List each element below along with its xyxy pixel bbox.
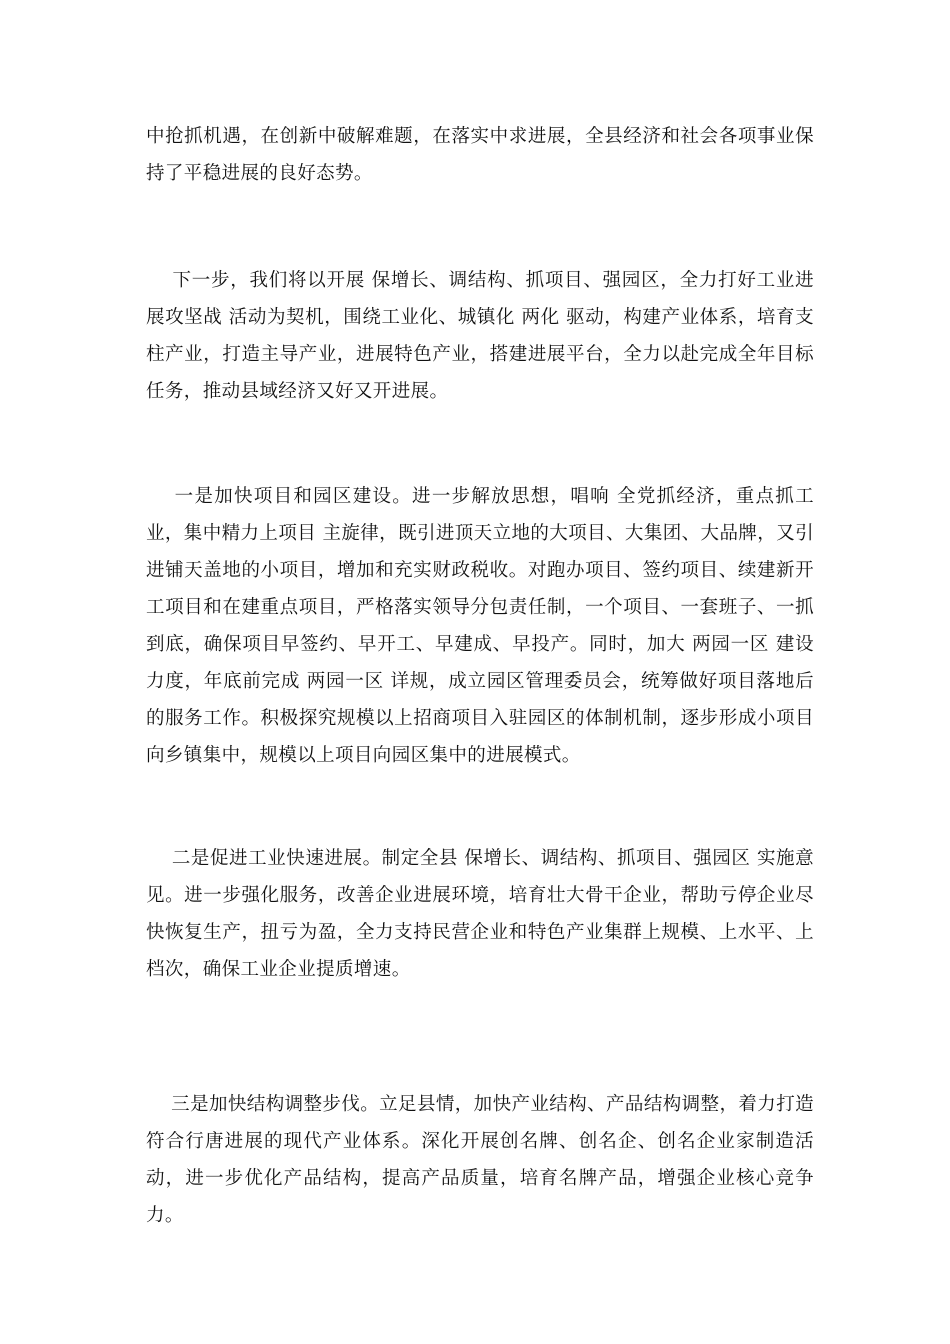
paragraph-projects-parks: 一是加快项目和园区建设。进一步解放思想，唱响 全党抓经济，重点抓工业，集中精力上项目 主旋律，既引进顶天立地的大项目、大集团、大品牌，又引进铺天盖地的小项目，增加和充实财政税收。对跑办项目、签约项目、续建新开工项目和在建重点项目，严格落实领导分包责任制，一个项目、一套班子、一抓到底，确保项目早签约、早开工、早建成、早投产。同时，加大 两园一区 建设力度，年底前完成 两园一区 详规，成立园区管理委员会，统筹做好项目落地后的服务工作。积极探究规模以上招商项目入驻园区的体制机制，逐步形成小项目向乡镇集中，规模以上项目向园区集中的进展模式。 — [146, 486, 814, 766]
paragraph-continuation: 中抢抓机遇，在创新中破解难题，在落实中求进展，全县经济和社会各项事业保持了平稳进展的良好态势。 — [146, 126, 814, 184]
paragraph-next-steps: 下一步，我们将以开展 保增长、调结构、抓项目、强园区，全力打好工业进展攻坚战 活动为契机，围绕工业化、城镇化 两化 驱动，构建产业体系，培育支柱产业，打造主导产业，进展特色产业，搭建进展平台，全力以赴完成全年目标任务，推动县域经济又好又开进展。 — [146, 270, 815, 402]
paragraph-industry-growth: 二是促进工业快速进展。制定全县 保增长、调结构、抓项目、强园区 实施意见。进一步强化服务，改善企业进展环境，培育壮大骨干企业，帮助亏停企业尽快恢复生产，扭亏为盈，全力支持民营企业和特色产业集群上规模、上水平、上档次，确保工业企业提质增速。 — [146, 848, 815, 980]
paragraph-structure-adjustment: 三是加快结构调整步伐。立足县情，加快产业结构、产品结构调整，着力打造符合行唐进展的现代产业体系。深化开展创名牌、创名企、创名企业家制造活动，进一步优化产品结构，提高产品质量，培育名牌产品，增强企业核心竞争力。 — [146, 1094, 814, 1226]
